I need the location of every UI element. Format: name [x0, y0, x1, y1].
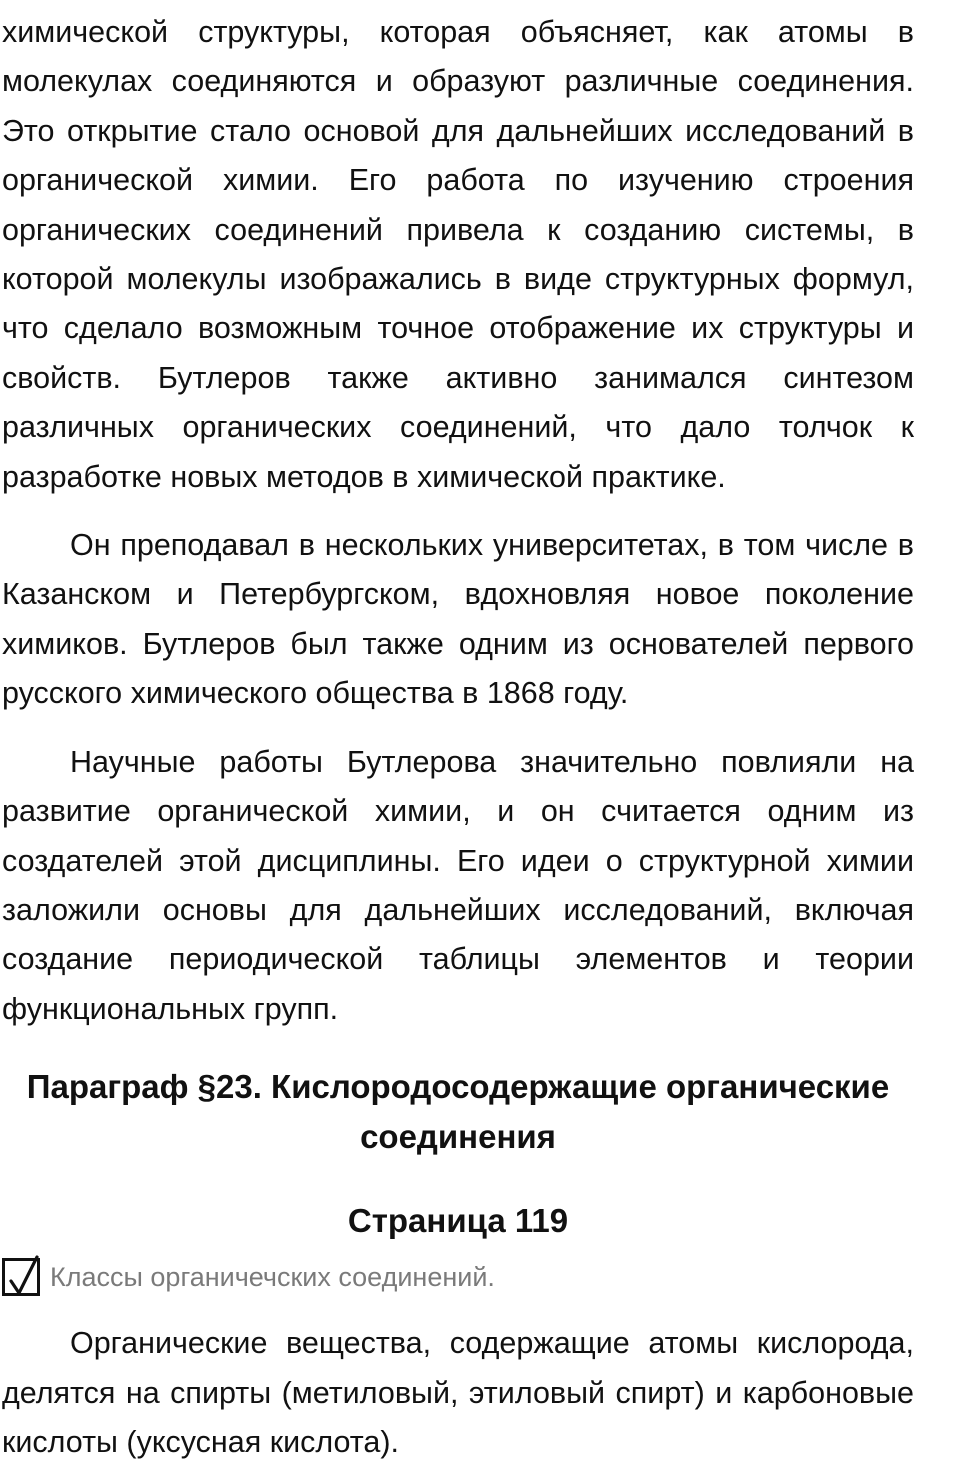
checkmark-icon	[7, 1255, 41, 1299]
paragraph-structural-theory: химической структуры, которая объясняет, как атомы в молекулах соединяются и образуют различные соединения. Это открытие стало основой для дальнейших исследований в органической химии. Его работа по изучению строения органических соединений привела к созданию системы, в которой молекулы изображались в виде структурных формул, что сделало возможным точное отображение их структуры и свойств. Бутлеров также активно занимался синтезом различных органических соединений, что дало толчок к разработке новых методов в химической практике.	[2, 15, 914, 494]
paragraph-answer: Органические вещества, содержащие атомы кислорода, делятся на спирты (метиловый, этиловый спирт) и карбоновые кислоты (уксусная кислота).	[2, 1326, 914, 1459]
task-label: Классы органичечских соединений.	[50, 1262, 495, 1293]
paragraph-teaching: Он преподавал в нескольких университетах, в том числе в Казанском и Петербургском, вдохновляя новое поколение химиков. Бутлеров был также одним из основателей первого русского химического общества в 1868 году.	[2, 528, 914, 711]
page-label: Страница 119	[347, 1202, 569, 1240]
paragraph-influence: Научные работы Бутлерова значительно повлияли на развитие органической химии, и он считается одним из создателей этой дисциплины. Его идеи о структурной химии заложили основы для дальнейших исследований, включая создание периодической таблицы элементов и теории функциональных групп.	[2, 744, 914, 1026]
section-title: Параграф §23. Кислородосодержащие органические соединения	[26, 1068, 890, 1156]
checkbox[interactable]	[2, 1258, 40, 1296]
document-page	[2, 0, 914, 1467]
task-item	[2, 1254, 914, 1300]
